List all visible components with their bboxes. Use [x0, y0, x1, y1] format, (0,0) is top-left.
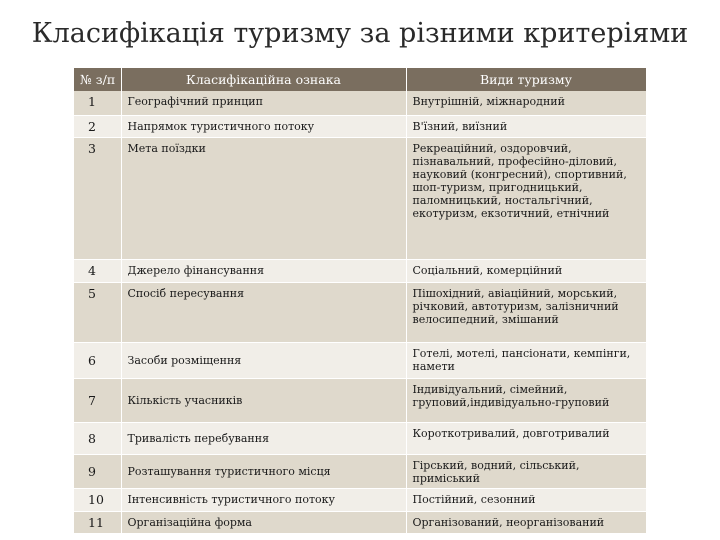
row-feature: Розташування туристичного місця: [121, 454, 406, 488]
row-number: 1: [74, 91, 121, 115]
row-number: 2: [74, 115, 121, 137]
row-feature: Кількість учасників: [121, 378, 406, 422]
table-row: [74, 137, 646, 259]
row-types: Соціальний, комерційний: [406, 259, 646, 282]
row-feature: Джерело фінансування: [121, 259, 406, 282]
row-types: Внутрішній, міжнародний: [406, 91, 646, 115]
row-types: Пішохідний, авіаційний, морський, річковий, автотуризм, залізничний велосипедний, змішаний: [406, 282, 646, 342]
table-row: [74, 454, 646, 488]
table-row: [74, 488, 646, 511]
table-row: [74, 378, 646, 422]
row-types: Гірський, водний, сільський, приміський: [406, 454, 646, 488]
row-feature: Інтенсивність туристичного потоку: [121, 488, 406, 511]
row-number: 11: [74, 511, 121, 533]
row-number: 7: [74, 378, 121, 422]
header-types: Види туризму: [406, 68, 646, 91]
page-title: Класифікація туризму за різними критеріями: [31, 18, 689, 49]
row-number: 3: [74, 137, 121, 259]
table-row: [74, 115, 646, 137]
table-row: [74, 91, 646, 115]
row-types: В'їзний, виїзний: [406, 115, 646, 137]
table-row: [74, 259, 646, 282]
row-feature: Напрямок туристичного потоку: [121, 115, 406, 137]
row-types: Готелі, мотелі, пансіонати, кемпінги, намети: [406, 342, 646, 378]
row-types: Організований, неорганізований: [406, 511, 646, 533]
row-number: 8: [74, 422, 121, 454]
row-number: 4: [74, 259, 121, 282]
row-feature: Географічний принцип: [121, 91, 406, 115]
row-types: Рекреаційний, оздоровчий, пізнавальний, професійно-діловий, науковий (конгресний), спортивний, шоп-туризм, пригодницький, паломницький, ностальгічний, екотуризм, екзотичний, етнічний: [406, 137, 646, 259]
row-number: 6: [74, 342, 121, 378]
row-types: Короткотривалий, довготривалий: [406, 422, 646, 454]
row-number: 9: [74, 454, 121, 488]
row-types: Індивідуальний, сімейний, груповий,індивідуально-груповий: [406, 378, 646, 422]
row-number: 5: [74, 282, 121, 342]
classification-table: [74, 68, 647, 534]
table-row: [74, 282, 646, 342]
row-number: 10: [74, 488, 121, 511]
header-number: № з/п: [74, 68, 121, 91]
table-header-row: [74, 68, 646, 91]
row-types: Постійний, сезонний: [406, 488, 646, 511]
table-row: [74, 511, 646, 533]
table-row: [74, 342, 646, 378]
row-feature: Засоби розміщення: [121, 342, 406, 378]
row-feature: Спосіб пересування: [121, 282, 406, 342]
table-row: [74, 422, 646, 454]
row-feature: Мета поїздки: [121, 137, 406, 259]
header-feature: Класифікаційна ознака: [121, 68, 406, 91]
row-feature: Тривалість перебування: [121, 422, 406, 454]
row-feature: Організаційна форма: [121, 511, 406, 533]
